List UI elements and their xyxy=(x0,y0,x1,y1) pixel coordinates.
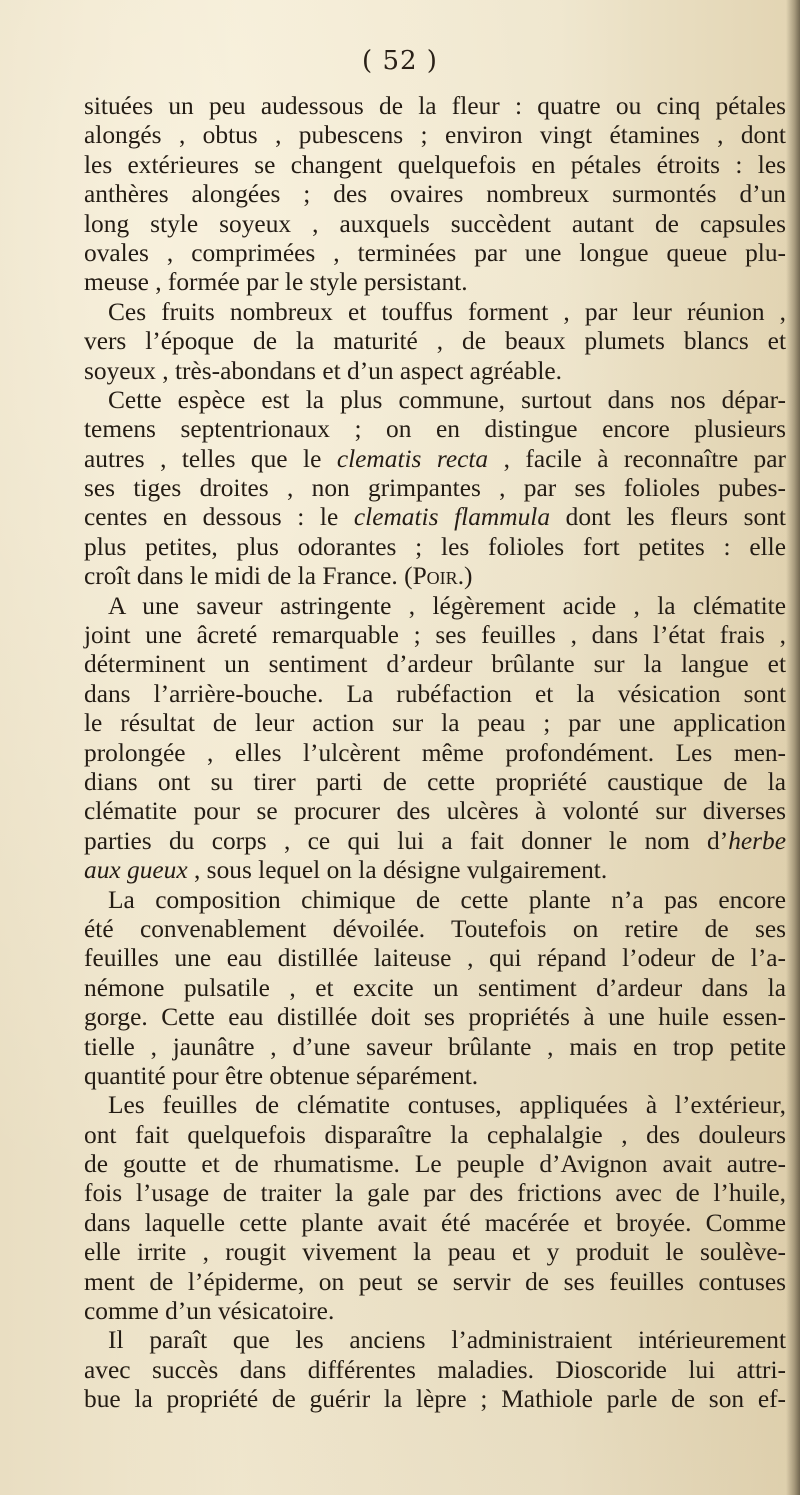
text-segment: Il paraît que les anciens l’administraient intérieurement xyxy=(108,1326,786,1355)
text-line xyxy=(84,856,786,885)
text-segment: dans l’arrière-bouche. La rubéfaction et la vésication sont xyxy=(84,679,786,708)
text-segment: La composition chimique de cette plante n’a pas encore xyxy=(108,885,786,914)
text-line xyxy=(84,827,786,856)
text-line xyxy=(84,357,786,386)
text-segment: Ces fruits nombreux et touffus forment , par leur réunion , xyxy=(108,297,786,326)
text-segment: autres , telles que le xyxy=(84,444,337,473)
text-line xyxy=(84,886,786,915)
text-line xyxy=(84,1091,786,1120)
text-line xyxy=(84,1033,786,1062)
text-segment: croît dans le midi de la France. ( xyxy=(84,562,413,591)
text-line xyxy=(84,1150,786,1179)
text-segment: comme d’un vésicatoire. xyxy=(84,1297,335,1326)
text-line xyxy=(84,503,786,532)
text-line xyxy=(84,1003,786,1032)
text-segment: dians ont su tirer parti de cette propriété caustique de la xyxy=(84,767,786,796)
text-segment: le résultat de leur action sur la peau ; par une application xyxy=(84,709,786,738)
text-line xyxy=(84,298,786,327)
text-segment: dont les fleurs sont xyxy=(550,503,786,532)
text-segment: anthères alongées ; des ovaires nombreux surmontés d’un xyxy=(84,180,786,209)
text-segment: elle irrite , rougit vivement la peau et y produit le soulève- xyxy=(84,1238,786,1267)
text-segment: de goutte et de rhumatisme. Le peuple d’Avignon avait autre- xyxy=(84,1150,786,1179)
text-segment: temens septentrionaux ; on en distingue encore plusieurs xyxy=(84,415,786,444)
text-segment: , facile à reconnaître par xyxy=(488,444,786,473)
text-segment: fois l’usage de traiter la gale par des frictions avec de l’huile, xyxy=(84,1179,786,1208)
text-segment: quantité pour être obtenue séparément. xyxy=(84,1061,479,1090)
text-segment: feuilles une eau distillée laiteuse , qui répand l’odeur de l’a- xyxy=(84,944,786,973)
text-segment: bue la propriété de guérir la lèpre ; Mathiole parle de son ef- xyxy=(84,1385,786,1414)
text-line xyxy=(84,1297,786,1326)
text-line xyxy=(84,1179,786,1208)
text-line xyxy=(84,1062,786,1091)
body-text xyxy=(84,92,786,1415)
text-segment: clematis recta xyxy=(336,444,489,473)
text-segment: aux gueux xyxy=(84,856,188,885)
text-line xyxy=(84,915,786,944)
text-segment: tielle , jaunâtre , d’une saveur brûlante , mais en trop petite xyxy=(84,1032,786,1061)
text-line xyxy=(84,709,786,738)
text-segment: herbe xyxy=(728,826,786,855)
text-segment: prolongée , elles l’ulcèrent même profondément. Les men- xyxy=(84,738,786,767)
text-line xyxy=(84,739,786,768)
text-line xyxy=(84,151,786,180)
text-segment: némone pulsatile , et excite un sentiment d’ardeur dans la xyxy=(84,973,786,1002)
page-number: ( 52 ) xyxy=(362,46,438,76)
text-segment: dans laquelle cette plante avait été macérée et broyée. Comme xyxy=(84,1208,786,1237)
text-segment: vers l’époque de la maturité , de beaux plumets blancs et xyxy=(84,327,786,356)
text-segment: .) xyxy=(457,562,473,591)
text-line xyxy=(84,268,786,297)
text-line xyxy=(84,680,786,709)
text-line xyxy=(84,592,786,621)
text-segment: Poir xyxy=(412,562,458,591)
text-line xyxy=(84,239,786,268)
text-segment: Cette espèce est la plus commune, surtout dans nos dépar- xyxy=(108,385,786,414)
text-line xyxy=(84,650,786,679)
text-segment: été convenablement dévoilée. Toutefois on retire de ses xyxy=(84,914,786,943)
text-line xyxy=(84,121,786,150)
text-segment: déterminent un sentiment d’ardeur brûlante sur la langue et xyxy=(84,650,786,679)
text-line xyxy=(84,415,786,444)
text-line xyxy=(84,1238,786,1267)
text-segment: clématite pour se procurer des ulcères à volonté sur diverses xyxy=(84,797,786,826)
text-segment: parties du corps , ce qui lui a fait donner le nom d’ xyxy=(84,826,729,855)
text-segment: ses tiges droites , non grimpantes , par ses folioles pubes- xyxy=(84,474,786,503)
text-line xyxy=(84,1326,786,1355)
text-line xyxy=(84,621,786,650)
text-line xyxy=(84,562,786,591)
text-segment: gorge. Cette eau distillée doit ses propriétés à une huile essen- xyxy=(84,1003,786,1032)
text-line xyxy=(84,944,786,973)
text-segment: joint une âcreté remarquable ; ses feuilles , dans l’état frais , xyxy=(84,621,786,650)
text-line xyxy=(84,180,786,209)
text-line xyxy=(84,327,786,356)
text-segment: centes en dessous : le xyxy=(84,503,354,532)
text-line xyxy=(84,974,786,1003)
text-segment: ovales , comprimées , terminées par une longue queue plu- xyxy=(84,238,786,267)
text-segment: long style soyeux , auxquels succèdent autant de capsules xyxy=(84,209,786,238)
text-line xyxy=(84,92,786,121)
text-segment: avec succès dans différentes maladies. Dioscoride lui attri- xyxy=(84,1355,786,1384)
page-edge-shadow xyxy=(786,0,800,1495)
text-segment: soyeux , très-abondans et d’un aspect agréable. xyxy=(84,356,563,385)
text-line xyxy=(84,1356,786,1385)
text-line xyxy=(84,210,786,239)
text-line xyxy=(84,533,786,562)
text-segment: alongés , obtus , pubescens ; environ vingt étamines , dont xyxy=(84,121,786,150)
text-segment: situées un peu audessous de la fleur : quatre ou cinq pétales xyxy=(84,92,786,120)
text-segment: meuse , formée par le style persistant. xyxy=(84,268,468,297)
text-segment: les extérieures se changent quelquefois en pétales étroits : les xyxy=(84,150,786,179)
text-segment: clematis flammula xyxy=(353,503,551,532)
text-segment: , sous lequel on la désigne vulgairement. xyxy=(187,856,608,885)
text-line xyxy=(84,797,786,826)
text-line xyxy=(84,1268,786,1297)
text-segment: plus petites, plus odorantes ; les folioles fort petites : elle xyxy=(84,532,786,561)
text-segment: ment de l’épiderme, on peut se servir de ses feuilles contuses xyxy=(84,1267,786,1296)
text-line xyxy=(84,1209,786,1238)
text-line xyxy=(84,768,786,797)
text-line xyxy=(84,474,786,503)
text-line xyxy=(84,1385,786,1414)
text-segment: A une saveur astringente , légèrement acide , la clématite xyxy=(108,591,786,620)
text-line xyxy=(84,445,786,474)
text-segment: ont fait quelquefois disparaître la cephalalgie , des douleurs xyxy=(84,1120,786,1149)
text-line xyxy=(84,386,786,415)
text-line xyxy=(84,1121,786,1150)
text-segment: Les feuilles de clématite contuses, appliquées à l’extérieur, xyxy=(108,1091,786,1120)
